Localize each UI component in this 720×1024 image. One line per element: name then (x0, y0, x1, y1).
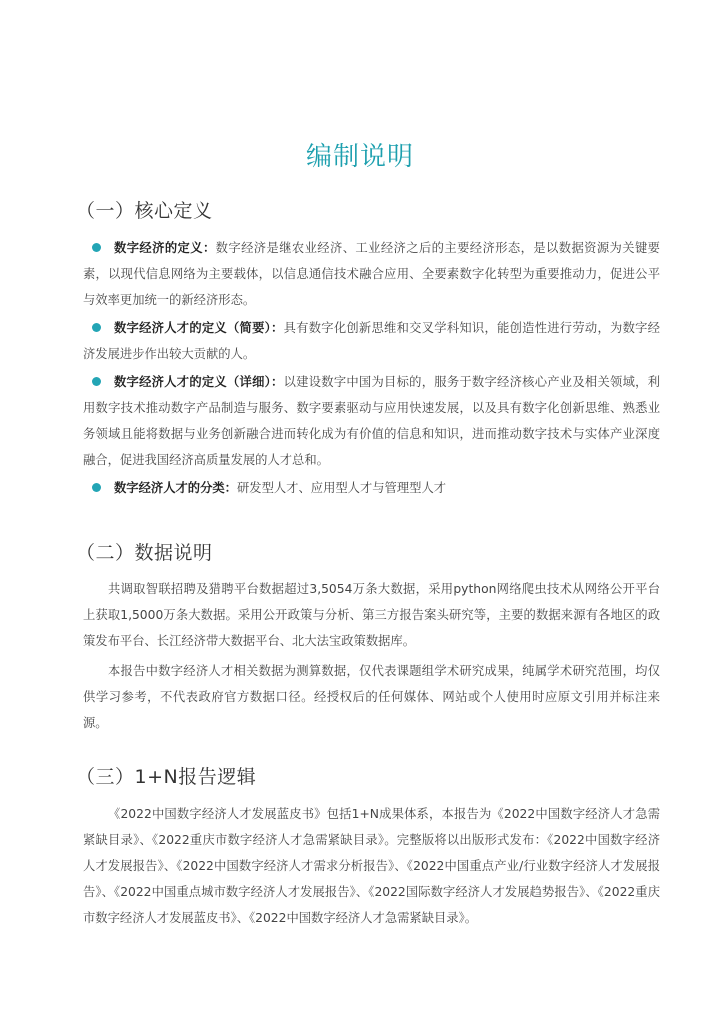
bullet-dot-icon (92, 243, 101, 252)
definition-text: 以建设数字中国为目标的，服务于数字经济核心产业及相关领域，利用数字技术推动数字产品制造与服务、数字要素驱动与应用快速发展，以及具有数字化创新思维、熟悉业务领域且能将数据与业务创新融合进而转化成为有价值的信息和知识，进而推动数字技术与实体产业深度融合，促进我国经济高质量发展的人才总和。 (83, 375, 660, 467)
section-heading-report-logic: （三）1+N报告逻辑 (76, 766, 257, 788)
section-heading-core-definitions: （一）核心定义 (76, 200, 213, 222)
paragraph: 本报告中数字经济人才相关数据为测算数据，仅代表课题组学术研究成果，纯属学术研究范围，均仅供学习参考，不代表政府官方数据口径。经授权后的任何媒体、网站或个人使用时应原文引用并标注来源。 (83, 664, 660, 730)
definition-term: 数字经济人才的分类： (114, 481, 237, 495)
definition-text: 研发型人才、应用型人才与管理型人才 (236, 481, 447, 495)
report-logic-body (83, 801, 660, 935)
definition-text: 数字经济是继农业经济、工业经济之后的主要经济形态，是以数据资源为关键要素，以现代信息网络为主要载体，以信息通信技术融合应用、全要素数字化转型为重要推动力，促进公平与效率更加统一的新经济形态。 (83, 241, 660, 307)
definition-item (83, 475, 660, 501)
bullet-dot-icon (92, 323, 101, 332)
definition-item (83, 235, 660, 313)
definition-item (83, 369, 660, 473)
definition-term: 数字经济的定义： (114, 241, 216, 255)
definition-item (83, 315, 660, 367)
core-definitions-list (83, 235, 660, 503)
section-heading-data-notes: （二）数据说明 (76, 542, 213, 564)
bullet-dot-icon (92, 377, 101, 386)
paragraph: 共调取智联招聘及猎聘平台数据超过3,5054万条大数据，采用python网络爬虫技术从网络公开平台上获取1,5000万条大数据。采用公开政策与分析、第三方报告案头研究等，主要的数据来源有各地区的政策发布平台、长江经济带大数据平台、北大法宝政策数据库。 (83, 582, 660, 648)
bullet-dot-icon (92, 483, 101, 492)
definition-text: 具有数字化创新思维和交叉学科知识，能创造性进行劳动，为数字经济发展进步作出较大贡献的人。 (83, 321, 660, 361)
paragraph: 《2022中国数字经济人才发展蓝皮书》包括1+N成果体系，本报告为《2022中国数字经济人才急需紧缺目录》、《2022重庆市数字经济人才急需紧缺目录》。完整版将以出版形式发布：《2022中国数字经济人才发展报告》、《2022中国数字经济人才需求分析报告》、《2022中国重点产业/行业数字经济人才发展报告》、《2022中国重点城市数字经济人才发展报告》、《2022国际数字经济人才发展趋势报告》、《2022重庆市数字经济人才发展蓝皮书》、《2022中国数字经济人才急需紧缺目录》。 (83, 807, 660, 925)
definition-term: 数字经济人才的定义（详细）： (114, 375, 284, 389)
data-notes-body (83, 576, 660, 740)
page-title: 编制说明 (305, 142, 414, 172)
definition-term: 数字经济人才的定义（简要）： (114, 321, 284, 335)
